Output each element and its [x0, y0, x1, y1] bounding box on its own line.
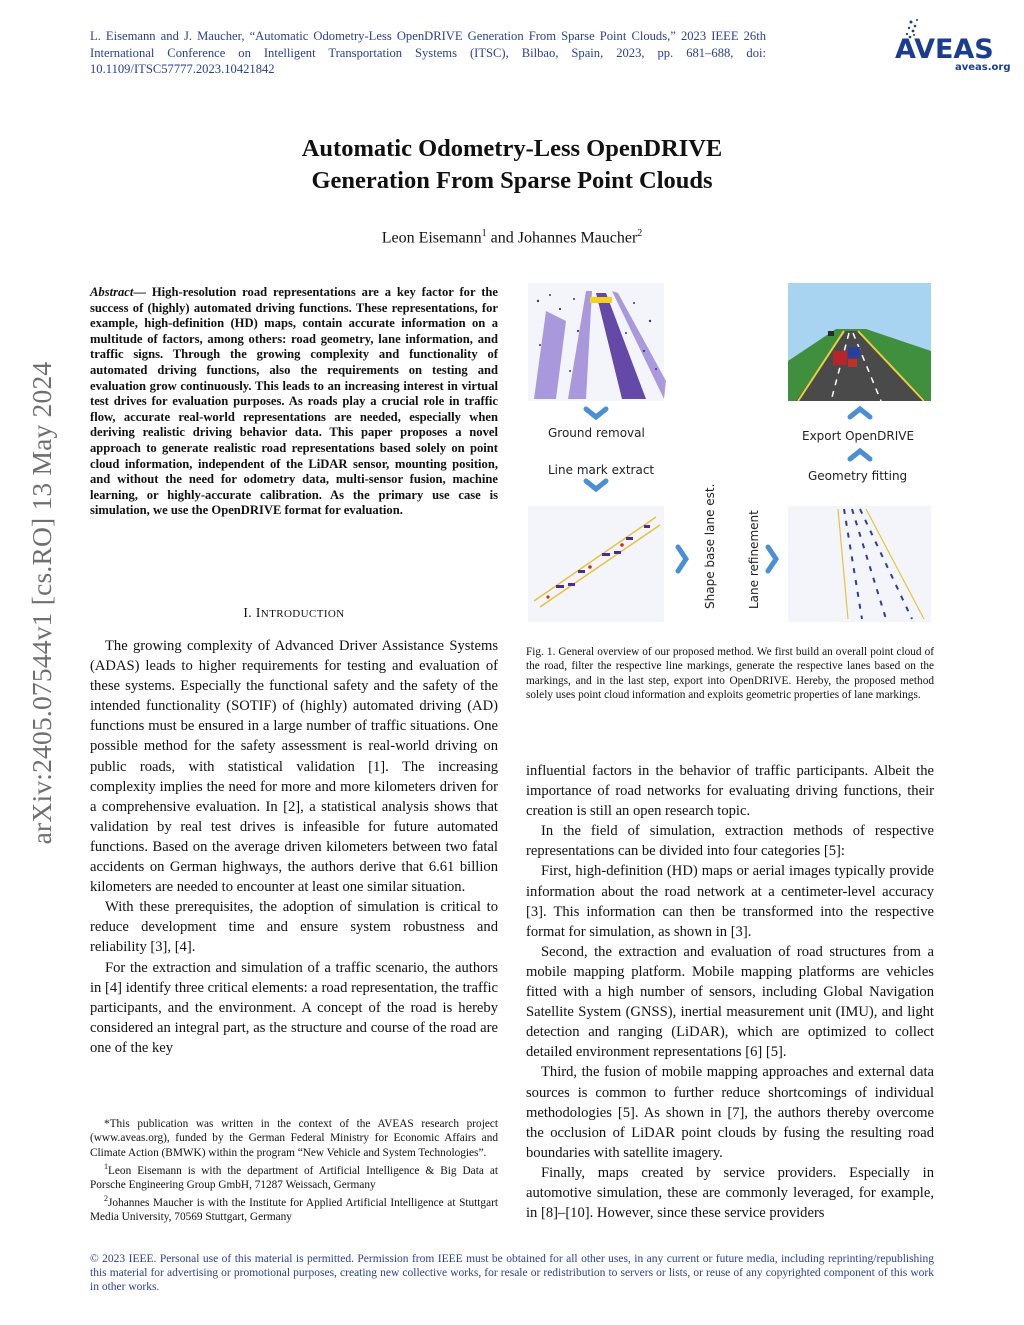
footnote-mark-1: 1 [104, 1161, 108, 1171]
refined-lanes-panel [788, 506, 931, 622]
section-number: I. [243, 605, 256, 620]
title-line-2: Generation From Sparse Point Clouds [311, 167, 713, 194]
author-2-affil: 2 [637, 228, 643, 239]
label-line-mark: Line mark extract [548, 463, 655, 477]
footnote-funding: *This publication was written in the context of the AVEAS research project (www.aveas.org), funded by the German Federal Ministry for Economic Affairs and Climate Action (BMWK) within the program “New Vehicle and System Technologies”. [90, 1118, 498, 1159]
author-separator: and [486, 229, 518, 247]
vehicle-marker [590, 297, 612, 303]
aveas-logo[interactable] [893, 16, 1011, 76]
section-title-rest: NTRODUCTION [260, 608, 345, 620]
author-list [200, 228, 824, 247]
abstract-text: High-resolution road representations are a key factor for the success of (highly) automated driving functions. These representations, for example, high-definition (HD) maps, contain accurate information on a multitude of factors, among others: road geometry, lane information, and traffic signs. Through the growing complexity and functionality of automated driving functions, also the requirements on testing and evaluation grow continuously. This leads to an increasing interest in virtual test drives for evaluation purposes. As roads play a crucial role in traffic flow, accurate real-world representations are needed, especially when deriving realistic driving behavior data. This paper proposes a novel approach to generate realistic road representations based solely on point cloud information, independent of the LiDAR sensor, mounting position, and without the need for odometry data, multi-sensor fusion, machine learning, or highly-accurate calibration. As the primary use case is simulation, we use the OpenDRIVE format for evaluation. [90, 285, 498, 518]
paragraph: The growing complexity of Advanced Driver Assistance Systems (ADAS) leads to higher requirements for testing and evaluation of these systems. Especially the functional safety and the safety of the intended functionality (SOTIF) of (highly) automated driving (AD) functions must be ensured in a large number of traffic situations. One possible method for the safety assessment is real-world driving on public roads, with statistical validation [1]. The increasing complexity implies the need for more and more kilometers driven for a comprehensive evaluation. In [2], a statistical analysis shows that validation by real test drives is infeasible for future automated functions. Based on the average driven kilometers between two fatal accidents on German highways, the authors derive that 6.61 billion kilometers are needed to encounter at least one similar situation. [90, 638, 498, 896]
down-arrow-icons [586, 409, 606, 489]
paragraph: In the field of simulation, extraction methods of respective representations can be divided into four categories [5]: [526, 823, 934, 860]
copyright-notice: © 2023 IEEE. Personal use of this material is permitted. Permission from IEEE must be obtained for all other uses, in any current or future media, including reprinting/republishing this material for advertising or promotional purposes, creating new collective works, for resale or redistribution to servers or lists, or reuse of any copyrighted component of this work in other works. [90, 1253, 934, 1294]
paragraph: Finally, maps created by service providers. Especially in automotive simulation, these are commonly leveraged, for example, in [8]–[10]. However, since these service providers [526, 1164, 934, 1222]
right-column-body [526, 761, 934, 1223]
footnote-author-2: $^2$Johannes Maucher is with the Institute for Applied Artificial Intelligence at Stuttgart Media University, 70569 Stuttgart, Germany [90, 1194, 498, 1224]
paper-title [200, 133, 824, 197]
title-line-1: Automatic Odometry-Less OpenDRIVE [301, 135, 723, 162]
footnote-mark-2: 2 [104, 1194, 108, 1204]
figure-1-caption: Fig. 1. General overview of our proposed method. We first build an overall point cloud of the road, filter the respective line markings, generate the respective lanes based on the markings, and in the last step, export into OpenDRIVE. Hereby, the proposed method solely uses point cloud information and exploits geometric properties of lane markings. [526, 646, 934, 701]
author-1: Leon Eisemann [381, 229, 482, 247]
paragraph: For the extraction and simulation of a traffic scenario, the authors in [4] identify three critical elements: a road representation, the traffic participants, and the environment. A concept of the road is hereby considered an integral part, as the structure and course of the road are one of the key [90, 959, 498, 1056]
logo-wordmark: AVEAS [895, 34, 994, 65]
paragraph: Second, the extraction and evaluation of road structures from a mobile mapping platform. Mobile mapping platforms are vehicles fitted with a high number of sensors, including Global Navigation Satellite System (GNSS), inertial measurement unit (IMU), and light detection and ranging (LiDAR), which are optimized to collect detailed environment representations [6] [5]. [526, 943, 934, 1061]
figure-1-pipeline [526, 281, 934, 624]
point-cloud-panel [528, 283, 666, 401]
road-render-panel [788, 283, 931, 401]
footnote-author-1: $^1$Leon Eisemann is with the department of Artificial Intelligence & Big Data at Porsche Engineering Group GmbH, 71287 Weissach, Germany [90, 1161, 498, 1191]
abstract [90, 285, 498, 519]
label-export: Export OpenDRIVE [802, 429, 915, 443]
paragraph: Third, the fusion of mobile mapping approaches and external data sources is common to further reduce shortcomings of individual methodologies [5]. As shown in [7], the authors thereby overcome the occlusion of LiDAR point clouds by fusing the resulting road boundaries with satellite imagery. [526, 1064, 934, 1161]
section-title-first: I [255, 605, 261, 620]
label-geometry: Geometry fitting [808, 469, 908, 483]
right-arrow-icons [678, 547, 776, 571]
paragraph: With these prerequisites, the adoption of simulation is critical to reduce development time and ensure system robustness and reliability [3], [4]. [90, 899, 498, 956]
author-2: Johannes Maucher [517, 229, 638, 247]
line-marks-panel [528, 506, 664, 622]
section-heading-introduction [90, 605, 498, 621]
label-shape-base: Shape base lane est. [703, 483, 717, 609]
paragraph: First, high-definition (HD) maps or aerial images typically provide information about the road network at a centimeter-level accuracy [3]. This information can then be transformed into the respective format for simulation, as shown in [3]. [526, 863, 934, 940]
left-column-body [90, 636, 498, 1058]
abstract-label: Abstract [90, 285, 134, 299]
citation-header: L. Eisemann and J. Maucher, “Automatic Odometry-Less OpenDRIVE Generation From Sparse Point Clouds,” 2023 IEEE 26th International Conference on Intelligent Transportation Systems (ITSC), Bilbao, Spain, 2023, pp. 681–688, doi: 10.1109/ITSC57777.2023.10421842 [90, 29, 766, 76]
arxiv-stamp [22, 258, 62, 948]
author-1-affil: 1 [481, 228, 487, 239]
arxiv-id: arXiv:2405.07544v1 [cs.RO] 13 May 2024 [26, 361, 57, 845]
label-lane-refinement: Lane refinement [747, 510, 761, 609]
paragraph: influential factors in the behavior of traffic participants. Albeit the importance of road networks for evaluating driving functions, their creation is still an open research topic. [526, 763, 934, 820]
abstract-dash: — [133, 285, 146, 299]
logo-url: aveas.org [955, 62, 1011, 73]
footnotes [90, 1117, 498, 1225]
label-ground-removal: Ground removal [548, 426, 645, 440]
